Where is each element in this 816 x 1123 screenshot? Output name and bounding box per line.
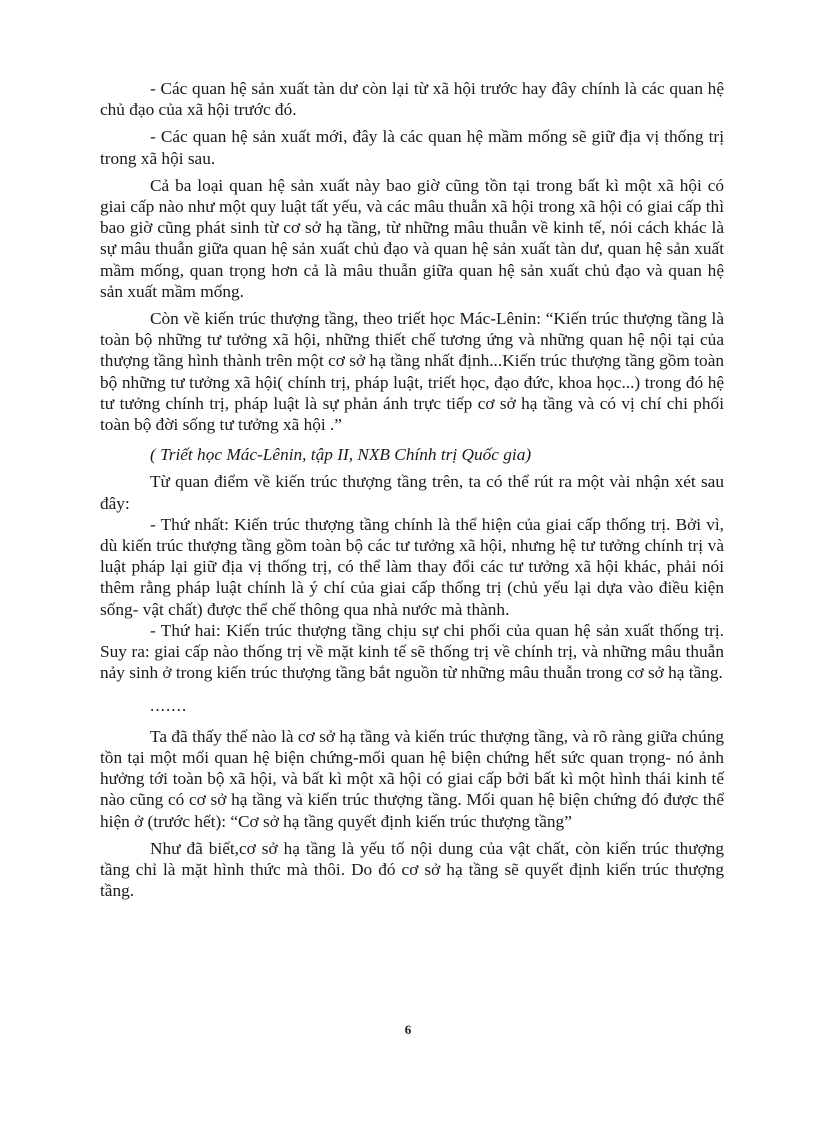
paragraph-dialectical-relation: Ta đã thấy thế nào là cơ sở hạ tầng và kiến trúc thượng tầng, và rõ ràng giữa chúng tồn tại một mối quan hệ biện chứng-mối quan hệ biện chứng hết sức quan trọng- nó ảnh hưởng tới toàn bộ xã hội, và bất kì một xã hội có giai cấp bởi bất kì một hình thái kinh tế nào cũng có cơ sở hạ tầng và kiến trúc thượng tầng. Mối quan hệ biện chứng đó được thể hiện ở (trước hết): “Cơ sở hạ tầng quyết định kiến trúc thượng tầng” [100, 726, 724, 831]
paragraph-superstructure-definition: Còn về kiến trúc thượng tầng, theo triết học Mác-Lênin: “Kiến trúc thượng tầng là toàn bộ những tư tưởng xã hội, những thiết chế tương ứng và những quan hệ nội tại của thượng tầng hình thành trên một cơ sở hạ tầng nhất định...Kiến trúc thượng tầng gồm toàn bộ những tư tưởng xã hội( chính trị, pháp luật, triết học, đạo đức, khoa học...) trong đó hệ tư tưởng chính trị, pháp luật là sự phản ánh trực tiếp cơ sở hạ tầng và có vị chí chi phối toàn bộ đời sống tư tưởng xã hội .” [100, 309, 724, 435]
page-body [100, 78, 724, 901]
paragraph-three-types: Cả ba loại quan hệ sản xuất này bao giờ cũng tồn tại trong bất kì một xã hội có giai cấp nào như một quy luật tất yếu, và các mâu thuẫn xã hội trong xã hội có giai cấp thì bao giờ cũng phát sinh từ cơ sở hạ tầng, từ những mâu thuẫn về kinh tế, nói cách khác là sự mâu thuẫn giữa quan hệ sản xuất chủ đạo và quan hệ sản xuất tàn dư, quan hệ sản xuất mầm mống, quan trọng hơn cả là mâu thuẫn giữa quan hệ sản xuất chủ đạo và quan hệ sản xuất mầm mống. [100, 175, 724, 301]
paragraph-observations-intro: Từ quan điểm về kiến trúc thượng tầng trên, ta có thể rút ra một vài nhận xét sau đây: [100, 472, 724, 513]
paragraph-new-relations: - Các quan hệ sản xuất mới, đây là các quan hệ mầm mống sẽ giữ địa vị thống trị trong xã hội sau. [100, 127, 724, 168]
paragraph-conclusion: Như đã biết,cơ sở hạ tầng là yếu tố nội dung của vật chất, còn kiến trúc thượng tầng chỉ là mặt hình thức mà thôi. Do đó cơ sở hạ tầng sẽ quyết định kiến trúc thượng tầng. [100, 838, 724, 901]
paragraph-second-observation: - Thứ hai: Kiến trúc thượng tầng chịu sự chi phối của quan hệ sản xuất thống trị. Suy ra: giai cấp nào thống trị về mặt kinh tế sẽ thống trị về chính trị, và những mâu thuẫn nảy sinh ở trong kiến trúc thượng tầng bắt nguồn từ những mâu thuẫn trong cơ sở hạ tầng. [100, 620, 724, 683]
paragraph-first-observation: - Thứ nhất: Kiến trúc thượng tầng chính là thể hiện của giai cấp thống trị. Bởi vì, dù kiến trúc thượng tầng gồm toàn bộ các tư tưởng xã hội, nhưng hệ tư tưởng chính trị và luật pháp lại giữ địa vị thống trị, có thể làm thay đổi các tư tưởng xã hội khác, phải nói thêm rằng pháp luật chính là ý chí của giai cấp thống trị (chủ yếu lại dựa vào điều kiện sống- vật chất) được thể chế thông qua nhà nước mà thành. [100, 514, 724, 619]
ellipsis-break: ....... [150, 696, 188, 716]
page-number: 6 [404, 1022, 412, 1037]
citation-source: ( Triết học Mác-Lênin, tập II, NXB Chính trị Quốc gia) [150, 445, 532, 465]
paragraph-residual-relations: - Các quan hệ sản xuất tàn dư còn lại từ xã hội trước hay đây chính là các quan hệ chủ đạo của xã hội trước đó. [100, 79, 724, 120]
